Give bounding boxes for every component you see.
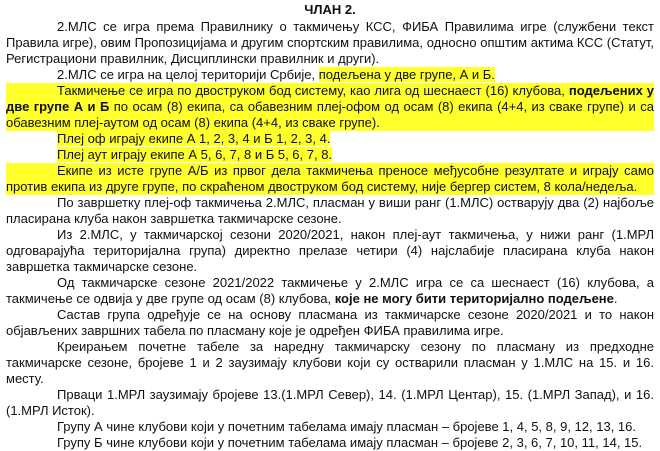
season-2021-text-start: Од такмичарске сезоне 2021/2022 такмичење у 2.МЛС игра се са шеснаест (16) клубова, а такмичење се одвија у две групе од осам (8) клубова, bbox=[6, 275, 654, 306]
paragraph-rules-basis: 2.МЛС се игра према Правилнику о такмичењу КСС, ФИБА Правилима игре (службени текст Правила игре), овим Пропозицијама и другим спортским правилима, односно општим актима КСС (Статут, Регистрациони правилник, Дисциплински правилник и други). bbox=[6, 19, 654, 66]
competition-system-text-end: по осам (8) екипа, са обавезним плеј-офом од осам (8) екипа (4+4, из сваке групе) и са обавезним плеј-аутом од осам (8) екипа (4+4, из сваке групе). bbox=[6, 99, 654, 130]
paragraph-season-2021 bbox=[6, 275, 654, 307]
paragraph-initial-table: Креирањем почетне табеле за наредну такмичарску сезону по пласману из предходне такмичарске сезоне, бројеве 1 и 2 заузимају клубови који су остварили пласман у 1.МЛС на 15. и 16. месту. bbox=[6, 339, 654, 386]
paragraph-playout-teams bbox=[6, 147, 654, 163]
playout-teams-text: Плеј аут играју екипе А 5, 6, 7, 8 и Б 5, 6, 7, 8. bbox=[57, 147, 333, 162]
paragraph-territory bbox=[6, 67, 654, 83]
paragraph-promotion: По завршетку плеј-оф такмичења 2.МЛС, пласман у виши ранг (1.МЛС) остварују два (2) најбоље пласирана клуба након завршетка такмичарске сезоне. bbox=[6, 195, 654, 226]
competition-system-text-start: Такмичење се игра по двоструком бод систему, као лига од шеснаест (16) клубова, bbox=[57, 83, 569, 98]
paragraph-relegation: Из 2.МЛС, у такмичарској сезони 2020/2021, након плеј-аут такмичења, у нижи ранг (1.МРЛ одговарајућа територијална група) директно прелазе четири (4) најслабије пласирана клуба након завршетка такмичарске сезоне. bbox=[6, 227, 654, 274]
groups-highlight: подељена у две групе, А и Б. bbox=[318, 67, 495, 82]
paragraph-playoff-teams bbox=[6, 131, 654, 147]
groups-bold-text: подељених у две групе А и Б bbox=[6, 83, 655, 114]
paragraph-group-a: Групу А чине клубови који у почетним табелама имају пласман – бројеве 1, 4, 5, 8, 9, 12, 13, 16. bbox=[57, 419, 636, 434]
playoff-teams-text: Плеј оф играју екипе А 1, 2, 3, 4 и Б 1, 2, 3, 4. bbox=[57, 131, 331, 146]
paragraph-champions: Првaци 1.МРЛ заузимају бројеве 13.(1.МРЛ Север), 14. (1.МРЛ Центар), 15. (1.МРЛ Запад), и 16. (1.МРЛ Исток). bbox=[6, 387, 654, 418]
no-territorial-split-bold: које не могу бити територијално подељене bbox=[334, 291, 614, 306]
paragraph-group-composition: Састав група одређује се на основу пласмана из такмичарске сезоне 2020/2021 и то након објављених завршних табела по пласману које је одређен ФИБА правилима игре. bbox=[6, 307, 654, 338]
season-2021-text-end: . bbox=[613, 291, 618, 306]
paragraph-competition-system bbox=[6, 83, 654, 131]
paragraph-group-results: Екипе из исте групе А/Б из првог дела такмичења преносе међусобне резултате и играју само против екипа из друге групе, по скраћеном двоструком бод систему, није бергер систем, 8 кола/недеља. bbox=[6, 163, 654, 194]
paragraph-group-b: Групу Б чине клубови који у почетним табелама имају пласман – бројеве 2, 3, 6, 7, 10, 11, 14, 15. bbox=[57, 435, 643, 450]
article-title: ЧЛАН 2. bbox=[304, 2, 356, 17]
paragraph-territory-text: 2.МЛС се игра на целој територији Србије, bbox=[57, 67, 319, 82]
